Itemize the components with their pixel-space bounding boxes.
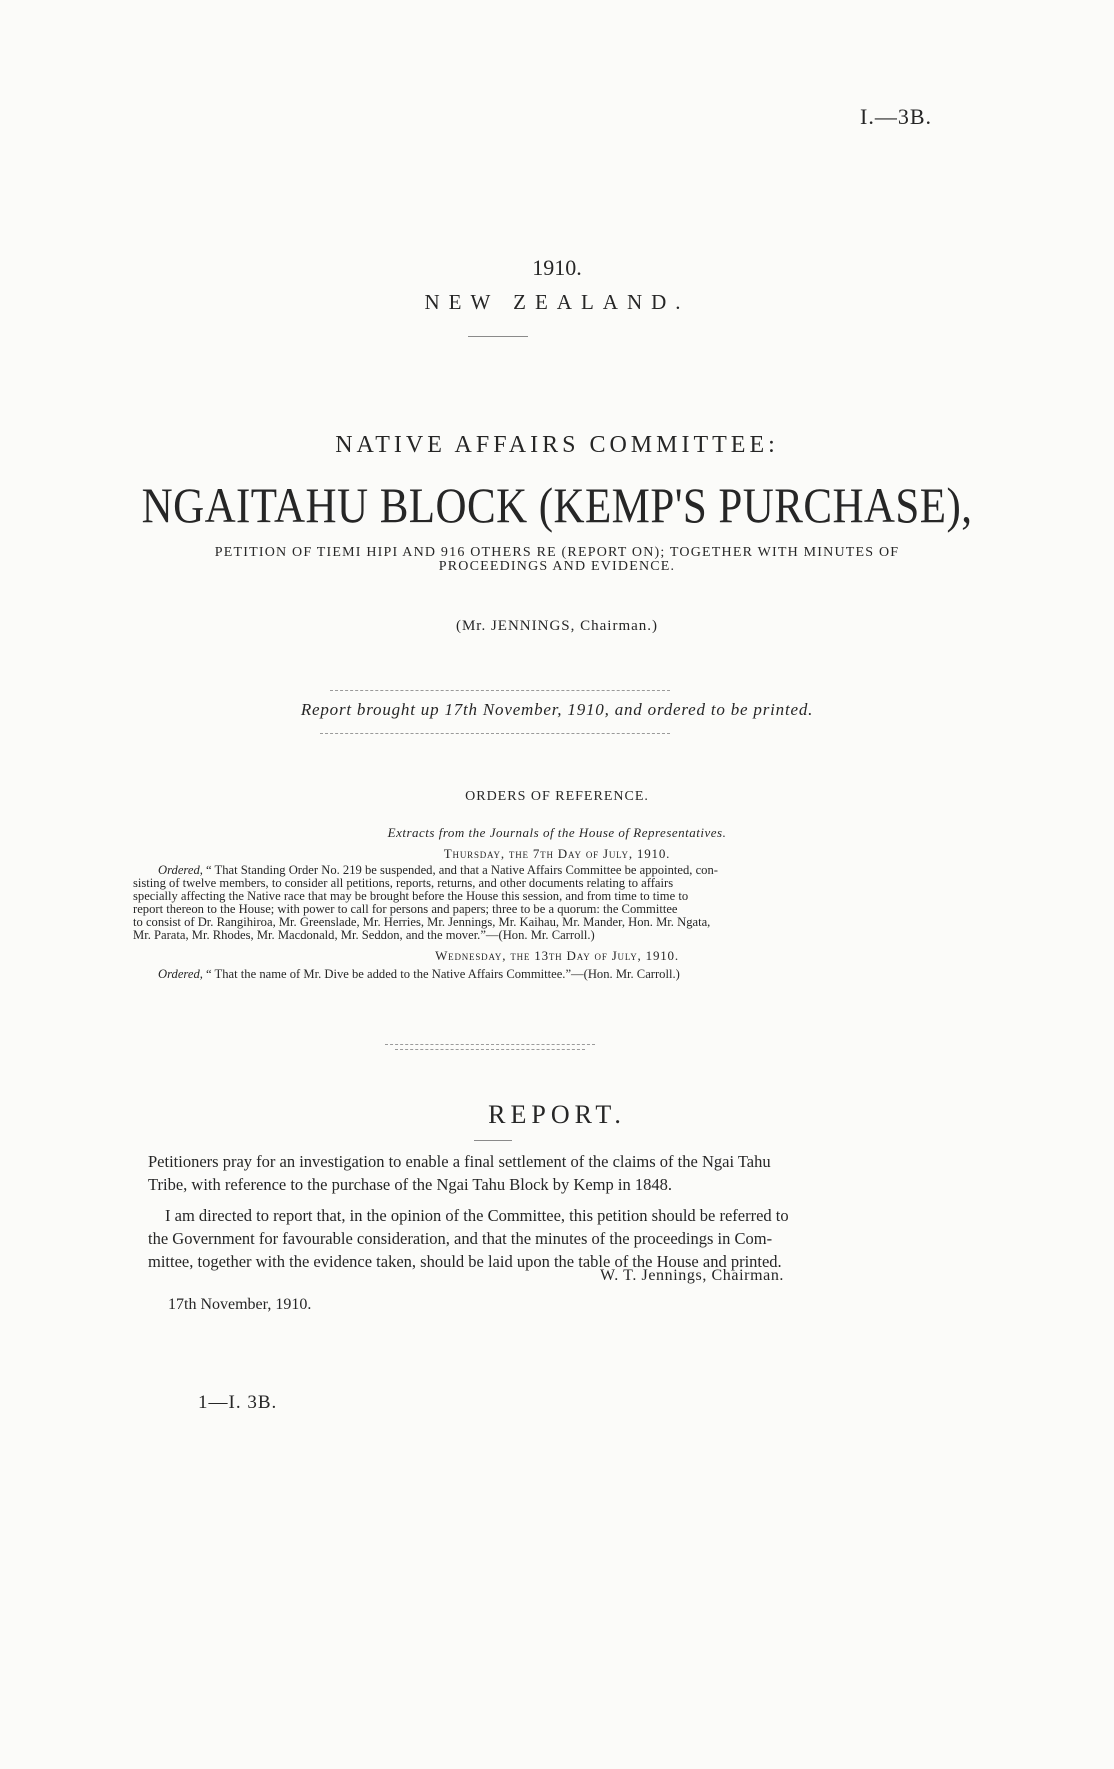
subtitle-line-1: PETITION OF TIEMI HIPI AND 916 OTHERS RE (REPORT ON); TOGETHER WITH MINUTES OF (214, 545, 900, 560)
report-paragraph-2-line-3: mittee, together with the evidence taken, should be laid upon the table of the House and printed. (148, 1252, 782, 1271)
order-1-line-2: sisting of twelve members, to consider all petitions, reports, returns, and other documents relating to affairs (133, 876, 674, 890)
report-signature: W. T. Jennings, Chairman. (600, 1267, 785, 1284)
orders-date-2: Wednesday, the 13th Day of July, 1910. (435, 948, 679, 963)
report-paragraph-1-line-2: Tribe, with reference to the purchase of the Ngai Tahu Block by Kemp in 1848. (148, 1175, 672, 1194)
order-1-line-3: specially affecting the Native race that may be brought before the House this session, and from time to time to (133, 889, 689, 903)
separator-rule (474, 1140, 512, 1141)
order-2-text: “ That the name of Mr. Dive be added to the Native Affairs Committee.”—(Hon. Mr. Carroll.) (206, 967, 680, 981)
document-country: NEW ZEALAND. (424, 290, 690, 314)
separator-rule (468, 336, 528, 337)
subtitle (0, 546, 1114, 574)
dotted-separator (330, 690, 670, 691)
report-paragraph-1-line-1: Petitioners pray for an investigation to enable a final settlement of the claims of the Ngai Tahu (148, 1152, 771, 1171)
order-1 (133, 864, 869, 942)
order-1-text: “ That Standing Order No. 219 be suspended, and that a Native Affairs Committee be appointed, con- (206, 863, 718, 877)
report-brought-up: Report brought up 17th November, 1910, and ordered to be printed. (300, 700, 814, 719)
page-reference-bottom: 1—I. 3B. (198, 1392, 278, 1413)
committee-heading: NATIVE AFFAIRS COMMITTEE: (335, 432, 779, 458)
chairman-line: (Mr. JENNINGS, Chairman.) (455, 618, 659, 634)
ordered-label: Ordered, (158, 863, 203, 877)
orders-date-1: Thursday, the 7th Day of July, 1910. (443, 846, 671, 861)
main-title: NGAITAHU BLOCK (KEMP'S PURCHASE), (141, 477, 973, 533)
report-date: 17th November, 1910. (168, 1296, 312, 1313)
report-body (148, 1150, 860, 1273)
order-2 (158, 967, 680, 982)
dotted-separator (395, 1049, 585, 1050)
order-1-line-4: report thereon to the House; with power to call for persons and papers; three to be a quorum: the Committee (133, 902, 678, 916)
report-heading: REPORT. (488, 1100, 626, 1129)
report-paragraph-2-line-1: I am directed to report that, in the opinion of the Committee, this petition should be referred to (165, 1206, 789, 1225)
dotted-separator (320, 733, 670, 734)
page-reference-top: I.—3B. (860, 104, 932, 129)
order-1-line-6: Mr. Parata, Mr. Rhodes, Mr. Macdonald, Mr. Seddon, and the mover.”—(Hon. Mr. Carroll.) (133, 928, 595, 942)
document-year: 1910. (532, 255, 582, 280)
order-1-line-5: to consist of Dr. Rangihiroa, Mr. Greenslade, Mr. Herries, Mr. Jennings, Mr. Kaihau, Mr. Mander, Hon. Mr. Ngata, (133, 915, 711, 929)
subtitle-line-2: PROCEEDINGS AND EVIDENCE. (438, 559, 676, 574)
report-paragraph-2-line-2: the Government for favourable consideration, and that the minutes of the proceedings in Com- (148, 1229, 773, 1248)
orders-extracts: Extracts from the Journals of the House of Representatives. (387, 825, 727, 840)
dotted-separator (385, 1044, 595, 1045)
orders-heading: ORDERS OF REFERENCE. (465, 789, 649, 804)
ordered-label: Ordered, (158, 967, 203, 981)
